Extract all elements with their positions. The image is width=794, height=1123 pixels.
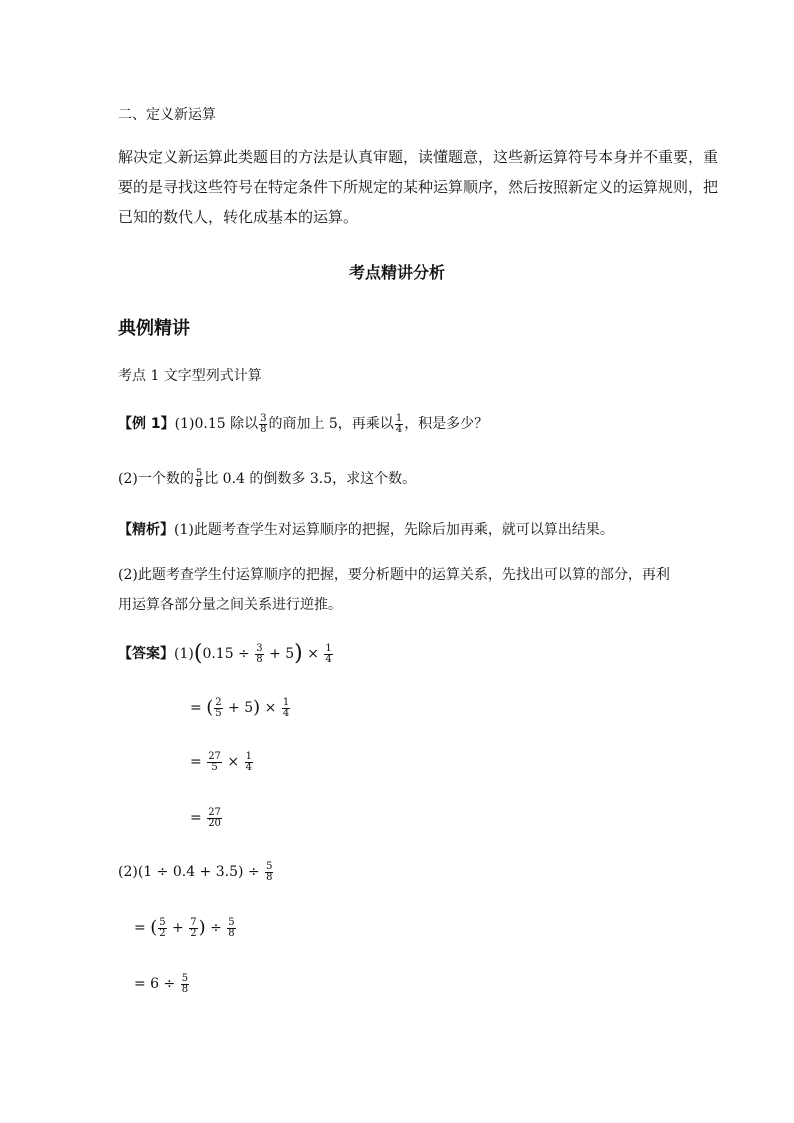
- intro-line-2: 要的是寻找这些符号在特定条件下所规定的某种运算顺序，然后按照新定义的运算规则，把: [118, 178, 719, 196]
- answer-1-step-3: = $\frac{27}{20}$: [190, 806, 221, 829]
- analysis-tag: 【精析】: [118, 522, 174, 538]
- answer-2-step-2: = 6 ÷ $\frac{5}{8}$: [134, 972, 189, 995]
- fraction-1-4: $\frac{1}{4}$: [395, 412, 403, 435]
- kaodian-label: 考点 1 文字型列式计算: [118, 368, 262, 384]
- answer-1-step-1: = ( $\frac{2}{5}$ + 5) × $\frac{1}{4}$: [190, 696, 290, 719]
- answer-1-step-0: 【答案】(1)(0.15 ÷ $\frac{3}{8}$ + 5) × $\frac{1}{4}$: [118, 641, 332, 666]
- heading-examples: 典例精讲: [118, 318, 190, 339]
- q1-text-c: ，积是多少？: [404, 416, 489, 432]
- q1-text-b: 的商加上 5，再乘以: [268, 416, 394, 432]
- answer-2-step-0: (2)(1 ÷ 0.4 + 3.5) ÷ $\frac{5}{8}$: [118, 860, 273, 883]
- intro-line-3: 已知的数代人，转化成基本的运算。: [118, 208, 359, 226]
- intro-line-1: 解决定义新运算此类题目的方法是认真审题，读懂题意，这些新运算符号本身并不重要，重: [118, 148, 719, 166]
- example-question-2: [118, 465, 416, 493]
- answer-tag: 【答案】: [118, 646, 174, 662]
- analysis-line-2: (2)此题考查学生付运算顺序的把握，要分析题中的运算关系，先找出可以算的部分，再利: [118, 567, 670, 583]
- heading-analysis: 考点精讲分析: [348, 263, 445, 282]
- analysis-text-1: (1)此题考查学生对运算顺序的把握，先除后加再乘，就可以算出结果。: [174, 522, 614, 538]
- q1-text-a: (1)0.15 除以: [174, 416, 259, 432]
- analysis-line-3: 用运算各部分量之间关系进行逆推。: [118, 597, 342, 613]
- q2-text-b: 比 0.4 的倒数多 3.5，求这个数。: [204, 471, 417, 487]
- example-tag: 【例 1】: [118, 416, 175, 432]
- answer-1-step-2: = $\frac{27}{5}$ × $\frac{1}{4}$: [190, 750, 252, 773]
- example-question-1: [118, 410, 488, 438]
- answer-2-step-1: = ( $\frac{5}{2}$ + $\frac{7}{2}$ ) ÷ $\frac{5}{8}$: [134, 916, 235, 939]
- fraction-3-8: $\frac{3}{8}$: [260, 412, 267, 435]
- fraction-5-8: $\frac{5}{8}$: [195, 467, 203, 490]
- analysis-line-1: [118, 518, 614, 542]
- q2-text-a: (2)一个数的: [118, 471, 194, 487]
- section-title: 二、定义新运算: [118, 107, 216, 123]
